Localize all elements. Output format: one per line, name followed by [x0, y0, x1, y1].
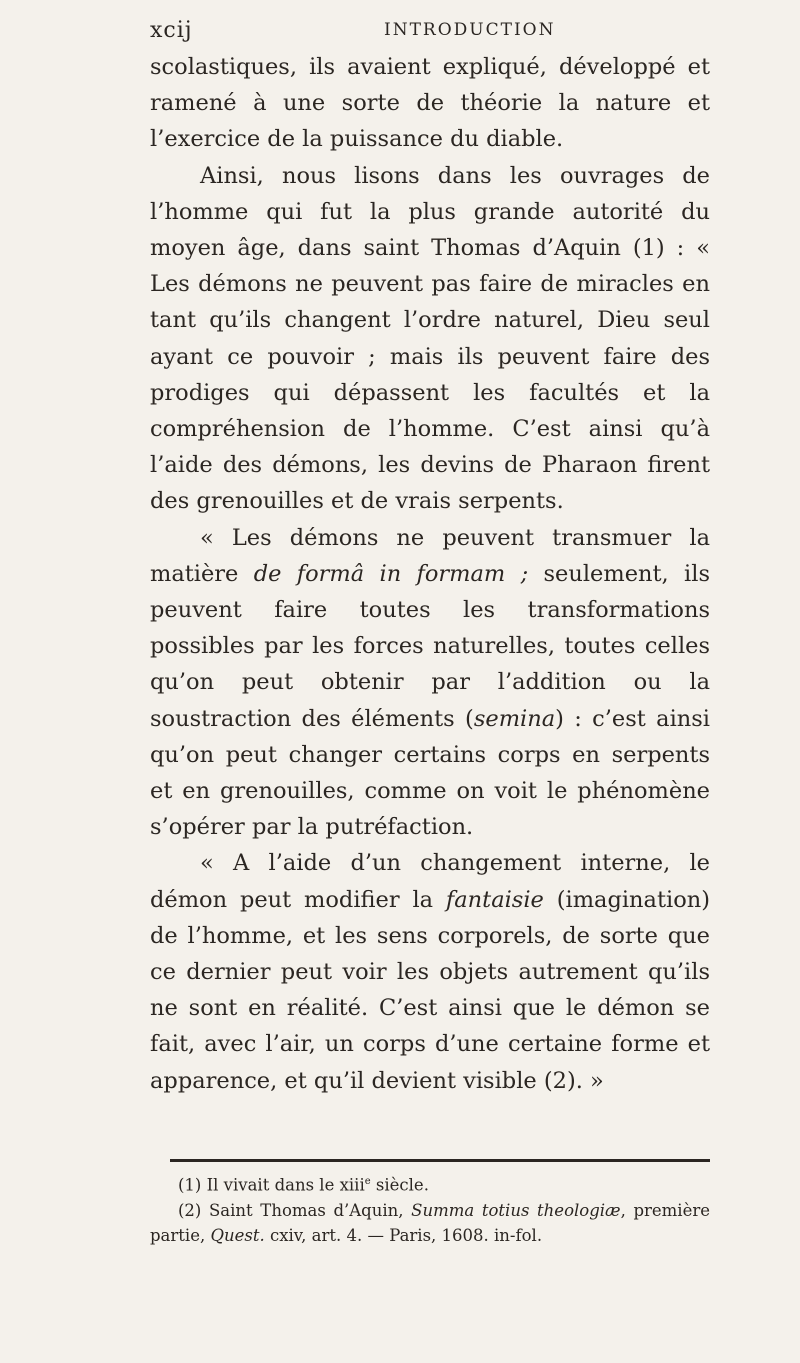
- page-number: xcij: [150, 18, 193, 43]
- footnote-2-book-title: Summa totius theologiæ: [411, 1200, 621, 1220]
- paragraph-3-text-c: ) : c’est ainsi qu’on peut changer certains corps en serpents et en grenouilles, comme on voit le phénomène s’opérer par la putréfaction.: [150, 705, 710, 841]
- footnote-2-text-b: , première partie,: [150, 1200, 710, 1245]
- paragraph-4-text-b: (imagination) de l’homme, et les sens corporels, de sorte que ce dernier peut voir les objets autrement qu’ils ne sont en réalité. C’est ainsi que le démon se fait, avec l’air, un corps d’une certaine forme et apparence, et qu’il devient visible (2). »: [150, 886, 711, 1094]
- footnote-divider: [170, 1159, 710, 1162]
- footnote-1-superscript: e: [364, 1176, 371, 1187]
- paragraph-1: scolastiques, ils avaient expliqué, développé et ramené à une sorte de théorie la nature et l’exercice de la puissance du diable.: [150, 54, 710, 153]
- paragraph-2: Ainsi, nous lisons dans les ouvrages de l’homme qui fut la plus grande autorité du moyen âge, dans saint Thomas d’Aquin (1) : « Les démons ne peuvent pas faire de miracles en tant qu’ils changent l’ordre naturel, Dieu seul ayant ce pouvoir ; mais ils peuvent faire des prodiges qui dépassent les facultés et la compréhension de l’homme. C’est ainsi qu’à l’aide des démons, les devins de Pharaon firent des grenouilles et de vrais serpents.: [150, 162, 710, 515]
- latin-phrase: de formâ in formam ;: [253, 560, 529, 587]
- footnote-2-text-a: (2) Saint Thomas d’Aquin,: [178, 1200, 412, 1220]
- paragraph-4-text-a: « A l’aide d’un changement interne, le démon peut modifier la: [150, 850, 710, 913]
- paragraph-4: [150, 845, 710, 1098]
- footnote-2-text-c: cxiv, art. 4. — Paris, 1608. in-fol.: [264, 1225, 543, 1245]
- paragraph-3-text-b: seulement, ils peuvent faire toutes les transformations possibles par les forces naturelles, toutes celles qu’on peut obtenir par l’addition ou la soustraction des éléments (: [150, 560, 710, 732]
- main-text: [150, 49, 710, 1099]
- footnote-1-text-a: (1) Il vivait dans le xiii: [178, 1175, 365, 1195]
- footnote-1-text-b: siècle.: [370, 1175, 429, 1195]
- page-header: [150, 18, 710, 48]
- paragraph-3-text-a: « Les démons ne peuvent transmuer la matière: [150, 524, 710, 587]
- running-head: INTRODUCTION: [384, 20, 556, 40]
- footnote-1: [150, 1169, 710, 1198]
- footnotes: [150, 1169, 710, 1248]
- footnote-2-quest: Quest.: [210, 1225, 265, 1245]
- italic-term: fantaisie: [445, 886, 544, 913]
- footnote-2: [150, 1198, 710, 1248]
- paragraph-3: [150, 520, 710, 846]
- latin-term: semina: [473, 705, 556, 732]
